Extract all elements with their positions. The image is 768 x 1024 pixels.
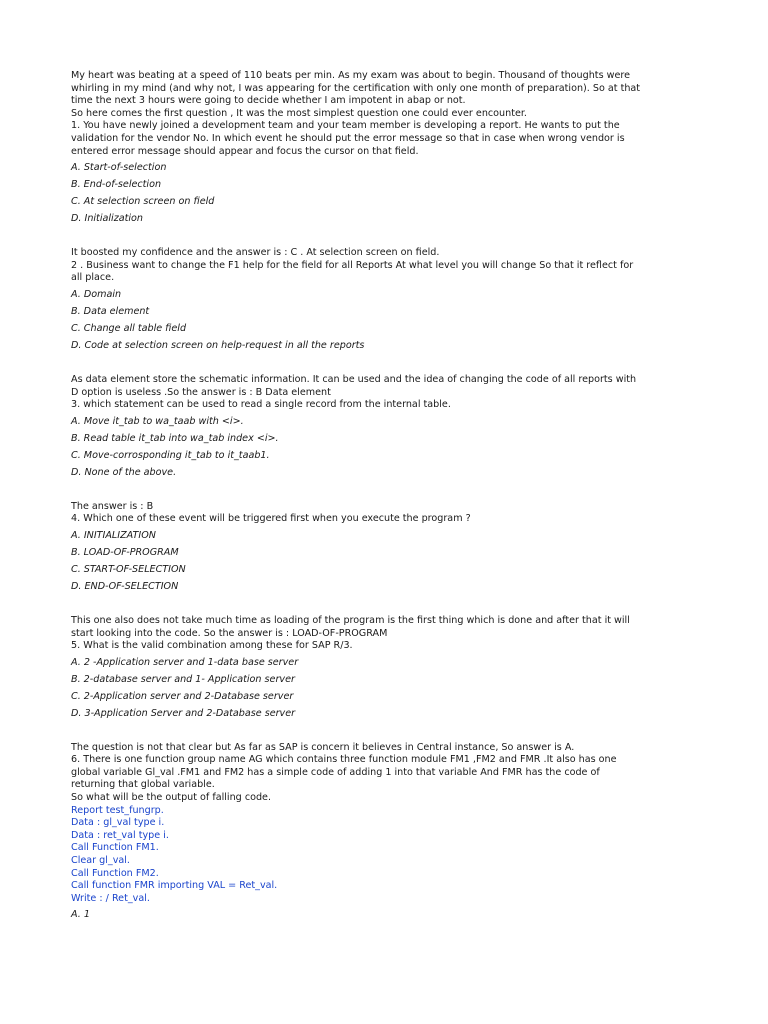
question-text: 3. which statement can be used to read a single record from the internal table. [71,399,451,411]
code-block [71,805,711,906]
option-item: D. Initialization [71,213,143,225]
intro-line: So here comes the first question , It was the most simplest question one could ever encounter. [71,107,527,119]
answer-explanation: D option is useless .So the answer is : B Data element [71,386,331,398]
option-item: C. Change all table field [71,322,187,334]
question-4 [71,501,711,593]
intro [71,70,711,120]
option-list [71,657,711,720]
answer-explanation: The answer is : B [71,500,154,512]
option-item: B. LOAD-OF-PROGRAM [71,546,179,558]
question-5 [71,615,711,720]
option-list [71,416,711,479]
answer-explanation: It boosted my confidence and the answer is : C . At selection screen on field. [71,247,440,259]
option-item: C. 2-Application server and 2-Database server [71,690,294,702]
question-text: So what will be the output of falling code. [71,792,272,804]
code-line: Call Function FM1. [71,842,159,854]
question-3 [71,374,711,479]
option-item: B. End-of-selection [71,179,162,191]
answer-explanation: start looking into the code. So the answer is : LOAD-OF-PROGRAM [71,627,388,639]
question-text: 4. Which one of these event will be triggered first when you execute the program ? [71,513,471,525]
answer-explanation: This one also does not take much time as loading of the program is the first thing which is done and after that it will [71,614,630,626]
question-text: 1. You have newly joined a development team and your team member is developing a report. He wants to put the [71,120,620,132]
question-text: all place. [71,272,115,284]
option-list [71,289,711,352]
option-item: C. START-OF-SELECTION [71,563,186,575]
code-line: Clear gl_val. [71,855,130,867]
option-item: A. Domain [71,288,122,300]
option-list [71,909,711,921]
question-text: 2 . Business want to change the F1 help for the field for all Reports At what level you will change So that it reflect for [71,259,634,271]
question-6 [71,742,711,922]
option-item: B. Read table it_tab into wa_tab index <i>. [71,432,279,444]
option-item: C. At selection screen on field [71,196,215,208]
option-item: D. END-OF-SELECTION [71,580,179,592]
code-line: Report test_fungrp. [71,804,164,816]
question-1 [71,120,711,225]
option-list [71,530,711,593]
question-text: validation for the vendor No. In which event he should put the error message so that in case when wrong vendor is [71,132,625,144]
option-item: D. 3-Application Server and 2-Database server [71,707,296,719]
option-item: A. INITIALIZATION [71,529,156,541]
code-line: Call function FMR importing VAL = Ret_val. [71,880,278,892]
option-list [71,162,711,225]
option-item: A. Start-of-selection [71,162,167,174]
option-item: A. Move it_tab to wa_taab with <i>. [71,415,244,427]
option-item: B. 2-database server and 1- Application server [71,673,295,685]
question-text: 5. What is the valid combination among these for SAP R/3. [71,640,353,652]
option-item: A. 2 -Application server and 1-data base server [71,656,299,668]
question-text: 6. There is one function group name AG which contains three function module FM1 ,FM2 and FMR .It also has one [71,754,617,766]
document-body [71,70,711,926]
code-line: Data : gl_val type i. [71,817,165,829]
code-line: Data : ret_val type i. [71,829,169,841]
question-2 [71,247,711,352]
answer-explanation: The question is not that clear but As far as SAP is concern it believes in Central instance, So answer is A. [71,741,575,753]
option-item: C. Move-corrosponding it_tab to it_taab1. [71,449,270,461]
code-line: Call Function FM2. [71,867,159,879]
intro-line: whirling in my mind (and why not, I was appearing for the certification with only one month of preparation). So at that [71,82,641,94]
option-item: A. 1 [71,909,90,921]
intro-line: time the next 3 hours were going to decide whether I am impotent in abap or not. [71,95,466,107]
code-line: Write : / Ret_val. [71,892,150,904]
question-text: returning that global variable. [71,779,215,791]
option-item: B. Data element [71,305,150,317]
question-text: global variable Gl_val .FM1 and FM2 has a simple code of adding 1 into that variable And FMR has the code of [71,766,600,778]
option-item: D. Code at selection screen on help-request in all the reports [71,339,365,351]
question-text: entered error message should appear and focus the cursor on that field. [71,145,419,157]
intro-line: My heart was beating at a speed of 110 beats per min. As my exam was about to begin. Thousand of thoughts were [71,70,630,81]
option-item: D. None of the above. [71,466,177,478]
answer-explanation: As data element store the schematic information. It can be used and the idea of changing the code of all reports with [71,373,637,385]
